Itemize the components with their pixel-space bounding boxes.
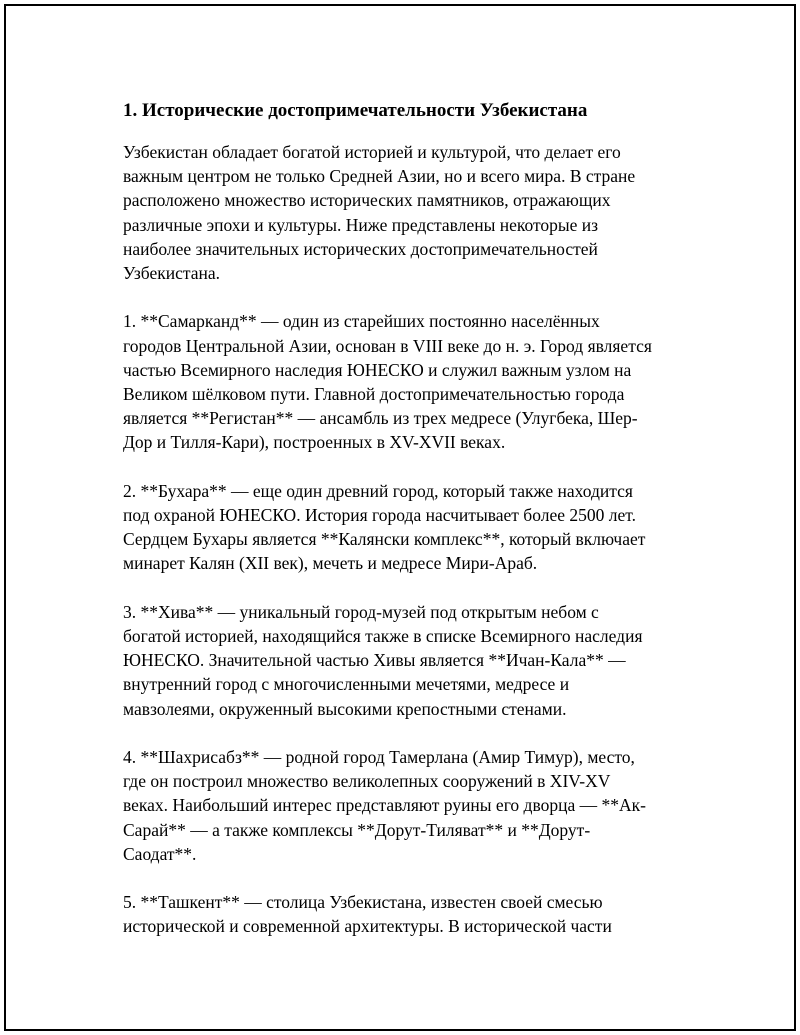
- text-line: Узбекистана.: [123, 263, 220, 284]
- text-line: под охраной ЮНЕСКО. История города насчитывает более 2500 лет.: [123, 505, 636, 526]
- text-line: наиболее значительных исторических достопримечательностей: [123, 238, 598, 259]
- text-line: Великом шёлковом пути. Главной достопримечательностью города: [123, 384, 625, 405]
- text-line: является **Регистан** — ансамбль из трех медресе (Улугбека, Шер-: [123, 408, 638, 429]
- text-line: частью Всемирного наследия ЮНЕСКО и служил важным узлом на: [123, 359, 632, 380]
- text-line: внутренний город с многочисленными мечетями, медресе и: [123, 674, 570, 695]
- section-heading: 1. Исторические достопримечательности Узбекистана: [123, 100, 588, 121]
- text-line: 2. **Бухара** — еще один древний город, который также находится: [123, 480, 633, 501]
- shakhrisabz-paragraph: [123, 745, 703, 866]
- text-line: веках. Наибольший интерес представляют руины его дворца — **Ак-: [123, 795, 646, 816]
- khiva-paragraph: [123, 600, 703, 721]
- text-line: 4. **Шахрисабз** — родной город Тамерлана (Амир Тимур), место,: [123, 747, 635, 768]
- document-body: [123, 98, 703, 963]
- text-line: мавзолеями, окруженный высокими крепостными стенами.: [123, 698, 567, 719]
- text-line: городов Центральной Азии, основан в VIII веке до н. э. Город является: [123, 335, 652, 356]
- text-line: богатой историей, находящийся также в списке Всемирного наследия: [123, 626, 643, 647]
- text-line: где он построил множество великолепных сооружений в XIV-XV: [123, 771, 611, 792]
- text-line: Саодат**.: [123, 843, 197, 864]
- text-line: 5. **Ташкент** — столица Узбекистана, известен своей смесью: [123, 892, 603, 913]
- text-line: Сарай** — а также комплексы **Дорут-Тиляват** и **Дорут-: [123, 819, 591, 840]
- text-line: минарет Калян (XII век), мечеть и медресе Мири-Араб.: [123, 553, 538, 574]
- text-line: важным центром не только Средней Азии, но и всего мира. В стране: [123, 166, 636, 187]
- text-line: Узбекистан обладает богатой историей и культурой, что делает его: [123, 142, 621, 162]
- text-line: расположено множество исторических памятников, отражающих: [123, 190, 611, 211]
- text-line: Сердцем Бухары является **Калянски комплекс**, который включает: [123, 529, 646, 550]
- samarkand-paragraph: [123, 309, 703, 454]
- text-line: ЮНЕСКО. Значительной частью Хивы является **Ичан-Кала** —: [123, 650, 626, 671]
- intro-paragraph: [123, 140, 703, 285]
- text-line: исторической и современной архитектуры. В исторической части: [123, 916, 612, 937]
- text-line: Дор и Тилля-Кари), построенных в XV-XVII веках.: [123, 432, 506, 453]
- tashkent-paragraph: [123, 890, 703, 938]
- text-line: различные эпохи и культуры. Ниже представлены некоторые из: [123, 214, 599, 235]
- page-frame: [4, 4, 796, 1031]
- text-line: 1. **Самарканд** — один из старейших постоянно населённых: [123, 311, 600, 332]
- bukhara-paragraph: [123, 479, 703, 576]
- text-line: 3. **Хива** — уникальный город-музей под открытым небом с: [123, 601, 599, 622]
